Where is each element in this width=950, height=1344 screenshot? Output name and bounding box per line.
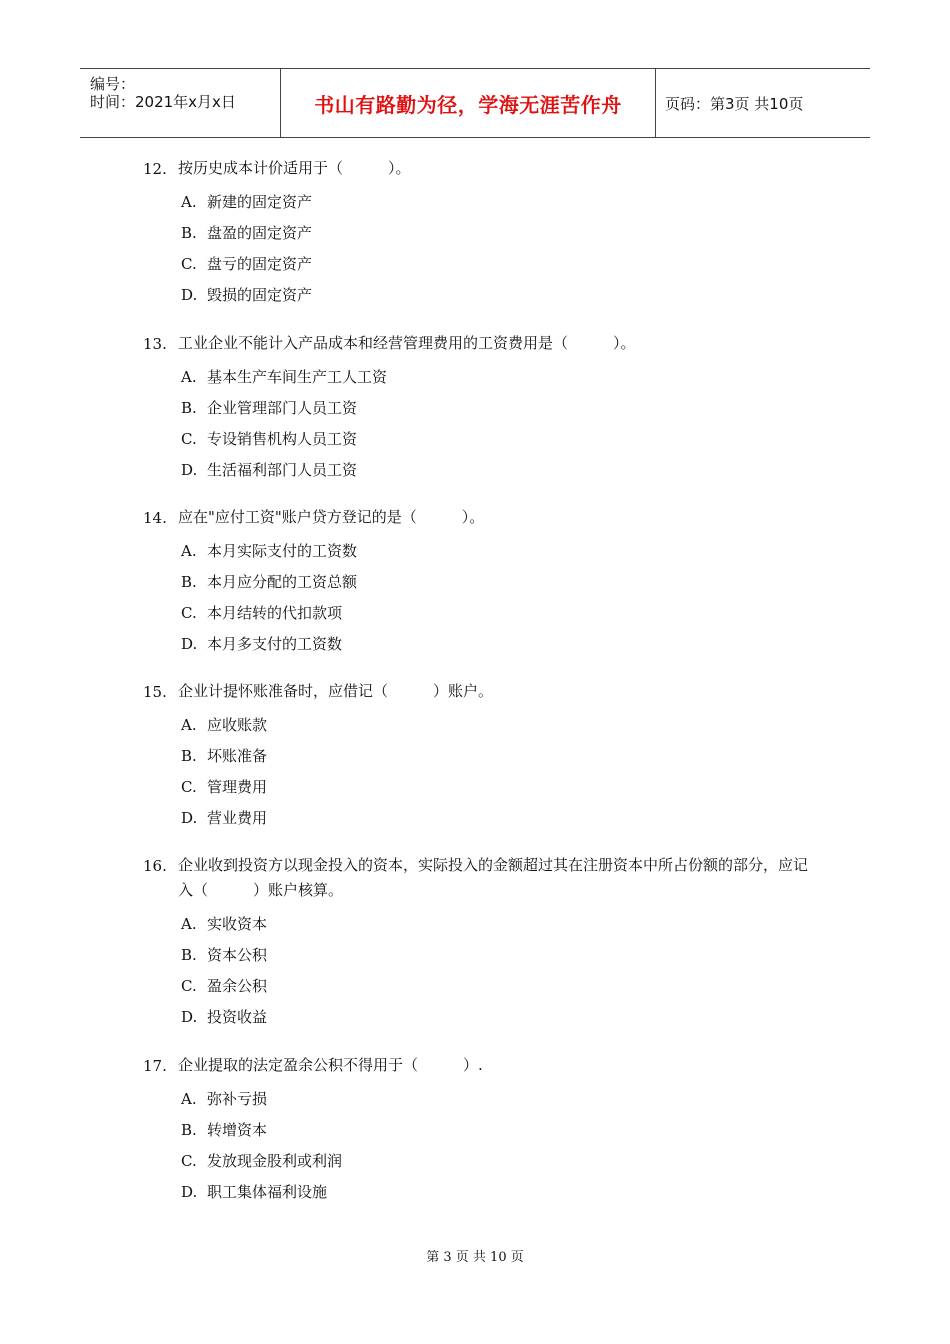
option-letter: B. <box>181 747 197 765</box>
answer-option <box>181 1006 267 1027</box>
option-letter: D. <box>181 635 198 653</box>
question-text: 工业企业不能计入产品成本和经营管理费用的工资费用是（ ）。 <box>178 334 636 352</box>
answer-option <box>181 944 267 965</box>
option-text: 坏账准备 <box>207 747 268 765</box>
answer-option <box>181 776 267 797</box>
answer-option <box>181 1119 267 1140</box>
answer-option <box>181 428 357 449</box>
option-letter: D. <box>181 286 198 304</box>
option-letter: C. <box>181 255 197 273</box>
answer-option <box>181 253 312 274</box>
question-text: 企业计提怀账准备时，应借记（ ）账户。 <box>178 682 494 700</box>
answer-option <box>181 571 357 592</box>
page-header <box>80 68 870 138</box>
option-text: 发放现金股利或利润 <box>207 1152 343 1170</box>
option-letter: C. <box>181 778 197 796</box>
answer-option <box>181 284 312 305</box>
answer-option <box>181 1181 327 1202</box>
answer-option <box>181 222 312 243</box>
option-letter: A. <box>181 542 197 560</box>
page-label: 页码：第3页 共10页 <box>665 94 804 113</box>
question-text: 企业收到投资方以现金投入的资本，实际投入的金额超过其在注册资本中所占份额的部分，应记入（ ）账户核算。 <box>178 856 809 899</box>
option-text: 本月应分配的工资总额 <box>207 573 358 591</box>
option-text: 专设销售机构人员工资 <box>207 430 358 448</box>
question-number: 14. <box>143 509 167 527</box>
answer-option <box>181 1088 267 1109</box>
footer-page-number: 第 3 页 共 10 页 <box>426 1250 524 1265</box>
option-letter: A. <box>181 1090 197 1108</box>
option-text: 盈余公积 <box>207 977 268 995</box>
answer-option <box>181 975 267 996</box>
question-text: 企业提取的法定盈余公积不得用于（ ）. <box>178 1056 483 1074</box>
option-text: 投资收益 <box>207 1008 268 1026</box>
answer-option <box>181 540 357 561</box>
option-letter: C. <box>181 1152 197 1170</box>
option-text: 实收资本 <box>207 915 268 933</box>
serial-label: 编号： <box>90 75 136 93</box>
option-letter: A. <box>181 716 197 734</box>
option-letter: A. <box>181 915 197 933</box>
answer-option <box>181 397 357 418</box>
answer-option <box>181 459 357 480</box>
option-text: 应收账款 <box>207 716 268 734</box>
option-letter: C. <box>181 604 197 622</box>
option-text: 盘盈的固定资产 <box>207 224 313 242</box>
option-letter: B. <box>181 573 197 591</box>
option-text: 本月多支付的工资数 <box>207 635 343 653</box>
option-letter: C. <box>181 977 197 995</box>
question-text: 按历史成本计价适用于（ ）。 <box>178 159 411 177</box>
option-text: 本月结转的代扣款项 <box>207 604 343 622</box>
answer-option <box>181 913 267 934</box>
question-number: 13. <box>143 335 167 353</box>
option-letter: D. <box>181 809 198 827</box>
option-text: 职工集体福利设施 <box>207 1183 328 1201</box>
answer-option <box>181 1150 342 1171</box>
question-number: 17. <box>143 1057 167 1075</box>
option-letter: D. <box>181 461 198 479</box>
page-footer <box>0 1246 950 1265</box>
option-text: 盘亏的固定资产 <box>207 255 313 273</box>
option-letter: C. <box>181 430 197 448</box>
option-letter: B. <box>181 1121 197 1139</box>
answer-option <box>181 745 267 766</box>
option-text: 生活福利部门人员工资 <box>207 461 358 479</box>
question-number: 15. <box>143 683 167 701</box>
option-letter: D. <box>181 1008 198 1026</box>
option-letter: B. <box>181 946 197 964</box>
option-text: 营业费用 <box>207 809 268 827</box>
option-text: 基本生产车间生产工人工资 <box>207 368 388 386</box>
question-text: 应在"应付工资"账户贷方登记的是（ ）。 <box>178 508 485 526</box>
question-number: 16. <box>143 857 167 875</box>
option-letter: D. <box>181 1183 198 1201</box>
option-text: 企业管理部门人员工资 <box>207 399 358 417</box>
option-text: 转增资本 <box>207 1121 268 1139</box>
date-label: 时间：2021年x月x日 <box>90 93 236 111</box>
answer-option <box>181 366 387 387</box>
option-text: 本月实际支付的工资数 <box>207 542 358 560</box>
option-text: 毁损的固定资产 <box>207 286 313 304</box>
question-number: 12. <box>143 160 167 178</box>
header-motto-cell <box>280 69 656 137</box>
answer-option <box>181 807 267 828</box>
answer-option <box>181 602 342 623</box>
header-right-cell <box>655 69 870 137</box>
option-letter: A. <box>181 368 197 386</box>
answer-option <box>181 714 267 735</box>
option-text: 管理费用 <box>207 778 268 796</box>
option-text: 资本公积 <box>207 946 268 964</box>
answer-option <box>181 191 312 212</box>
option-letter: B. <box>181 224 197 242</box>
option-text: 新建的固定资产 <box>207 193 313 211</box>
answer-option <box>181 633 342 654</box>
option-letter: A. <box>181 193 197 211</box>
option-text: 弥补亏损 <box>207 1090 268 1108</box>
motto-text: 书山有路勤为径，学海无涯苦作舟 <box>314 92 622 117</box>
header-left-cell <box>80 69 280 137</box>
option-letter: B. <box>181 399 197 417</box>
